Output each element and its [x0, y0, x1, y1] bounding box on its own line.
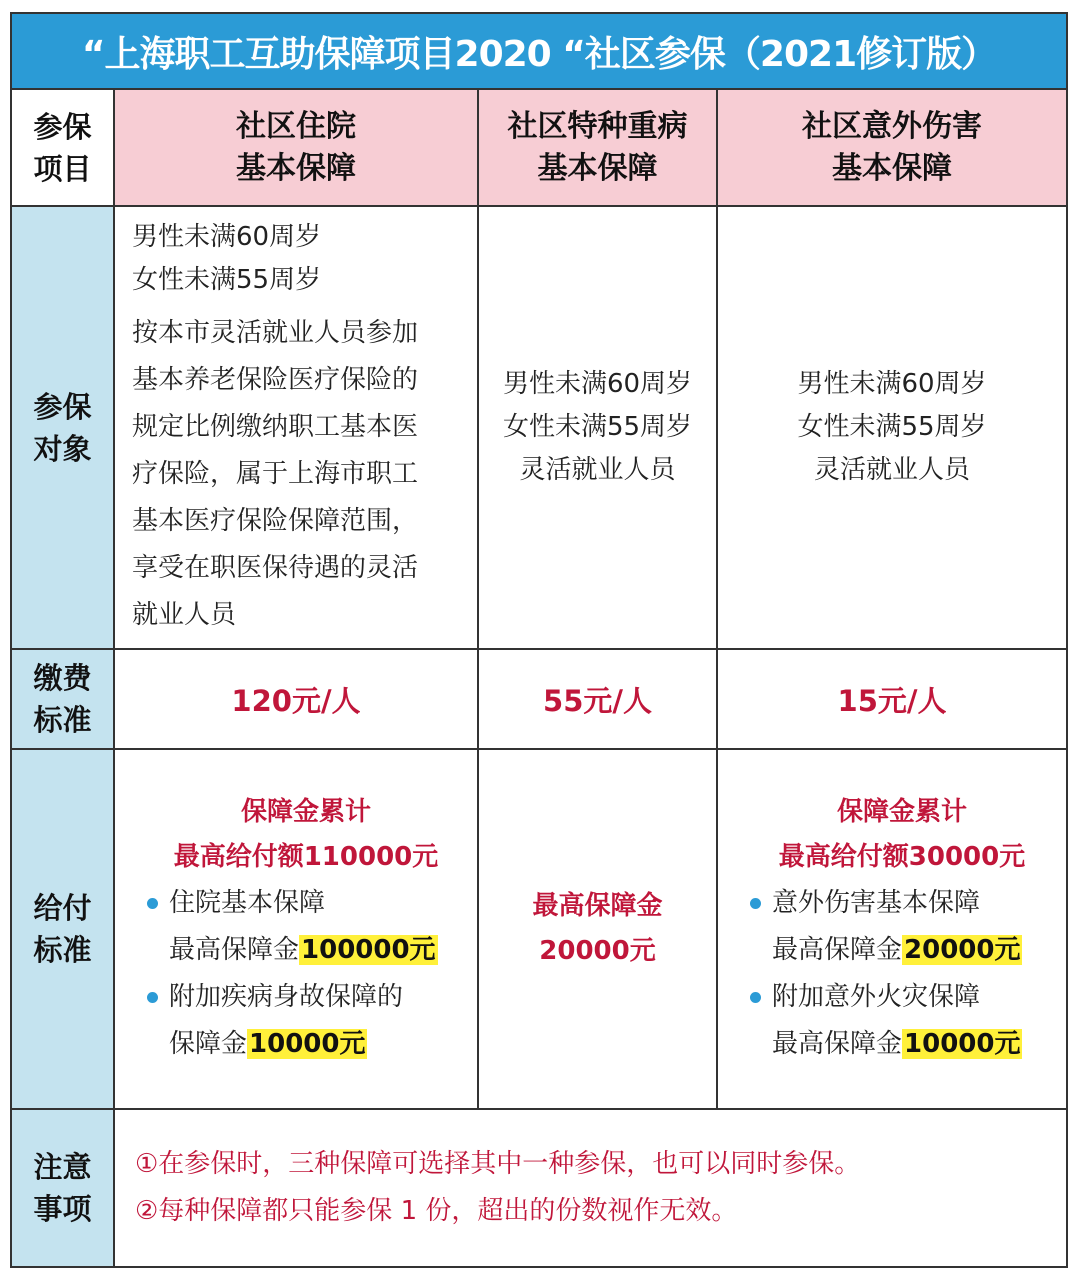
- notes-cell: [115, 1110, 1066, 1266]
- bullet-line: [772, 927, 1066, 974]
- label-fee: [12, 650, 115, 750]
- bullet-line: 附加疾病身故保障的: [169, 982, 404, 1012]
- bullet-line: 意外伤害基本保障: [772, 888, 981, 918]
- header-line: 基本保障: [537, 150, 658, 186]
- bullet-text: 保障金: [169, 1029, 248, 1059]
- header-line: 基本保障: [236, 150, 356, 186]
- target-line: 灵活就业人员: [813, 455, 970, 485]
- header-line: 基本保障: [832, 150, 952, 186]
- label-benefit: [12, 750, 115, 1110]
- bullet-line: [169, 1021, 477, 1068]
- highlight-amount: 10000元: [904, 1029, 1021, 1059]
- label-line: 标准: [33, 703, 92, 737]
- highlight-amount: 10000元: [249, 1029, 366, 1059]
- target-accident: [718, 207, 1066, 650]
- label-line: 项目: [33, 151, 92, 186]
- target-line: 男性未满60周岁: [132, 222, 322, 252]
- fee-accident: 15元/人: [718, 650, 1066, 750]
- note-item: ①在参保时，三种保障可选择其中一种参保，也可以同时参保。: [135, 1149, 861, 1179]
- label-line: 给付: [33, 891, 92, 925]
- bullet-icon: [750, 898, 761, 909]
- bullet-text: 最高保障金: [772, 1029, 903, 1059]
- target-line: 灵活就业人员: [519, 455, 676, 485]
- target-line: 规定比例缴纳职工基本医: [132, 412, 419, 442]
- bullet-line: 附加意外火灾保障: [772, 982, 981, 1012]
- header-col-hospital: [115, 90, 479, 207]
- header-line: 社区意外伤害: [802, 108, 982, 144]
- bullet-icon: [147, 898, 158, 909]
- target-line: 基本医疗保险保障范围，: [132, 506, 419, 536]
- benefit-head: 保障金累计: [836, 797, 967, 827]
- label-line: 注意: [33, 1150, 92, 1184]
- header-col-illness: [479, 90, 718, 207]
- label-notes: [12, 1110, 115, 1266]
- target-line: 男性未满60周岁: [502, 369, 693, 399]
- fee-illness: 55元/人: [479, 650, 718, 750]
- target-line: 女性未满55周岁: [502, 412, 693, 442]
- header-line: 社区特种重病: [507, 108, 688, 144]
- bullet-icon: [147, 992, 158, 1003]
- insurance-table: [10, 12, 1068, 1268]
- benefit-accident: [718, 750, 1066, 1110]
- label-item: [12, 90, 115, 207]
- target-hospital: [115, 207, 479, 650]
- highlight-amount: 20000元: [904, 935, 1021, 965]
- target-line: 女性未满55周岁: [797, 412, 987, 442]
- label-target: [12, 207, 115, 650]
- bullet-text: 最高保障金: [772, 935, 903, 965]
- bullet-line: [169, 927, 477, 974]
- bullet-line: 住院基本保障: [169, 888, 326, 918]
- target-line: 基本养老保险医疗保险的: [132, 365, 419, 395]
- bullet-line: [772, 1021, 1066, 1068]
- label-line: 对象: [33, 431, 92, 466]
- benefit-bullet: [738, 880, 1066, 974]
- target-line: 男性未满60周岁: [797, 369, 987, 399]
- note-item: ②每种保障都只能参保 1 份，超出的份数视作无效。: [135, 1196, 738, 1226]
- target-line: 按本市灵活就业人员参加: [132, 318, 419, 348]
- benefit-bullet: [135, 974, 477, 1068]
- bullet-icon: [750, 992, 761, 1003]
- benefit-hospital: [115, 750, 479, 1110]
- benefit-bullet: [135, 880, 477, 974]
- benefit-head: 最高保障金: [532, 891, 663, 921]
- target-line: 疗保险，属于上海市职工: [132, 459, 419, 489]
- target-illness: [479, 207, 718, 650]
- label-line: 事项: [33, 1192, 92, 1226]
- table-title: “上海职工互助保障项目2020 “社区参保（2021修订版）: [12, 14, 1066, 90]
- benefit-illness: [479, 750, 718, 1110]
- label-line: 缴费: [33, 661, 92, 695]
- fee-hospital: 120元/人: [115, 650, 479, 750]
- target-line: 就业人员: [132, 600, 237, 630]
- benefit-head: 最高给付额30000元: [778, 842, 1026, 872]
- benefit-head: 20000元: [539, 936, 656, 966]
- label-line: 参保: [33, 389, 92, 424]
- header-line: 社区住院: [236, 108, 356, 144]
- header-col-accident: [718, 90, 1066, 207]
- bullet-text: 最高保障金: [169, 935, 300, 965]
- benefit-head: 最高给付额110000元: [173, 842, 439, 872]
- target-line: 女性未满55周岁: [132, 265, 322, 295]
- label-line: 参保: [33, 109, 92, 144]
- label-line: 标准: [33, 933, 92, 967]
- benefit-head: 保障金累计: [240, 797, 371, 827]
- target-line: 享受在职医保待遇的灵活: [132, 553, 419, 583]
- benefit-bullet: [738, 974, 1066, 1068]
- highlight-amount: 100000元: [301, 935, 436, 965]
